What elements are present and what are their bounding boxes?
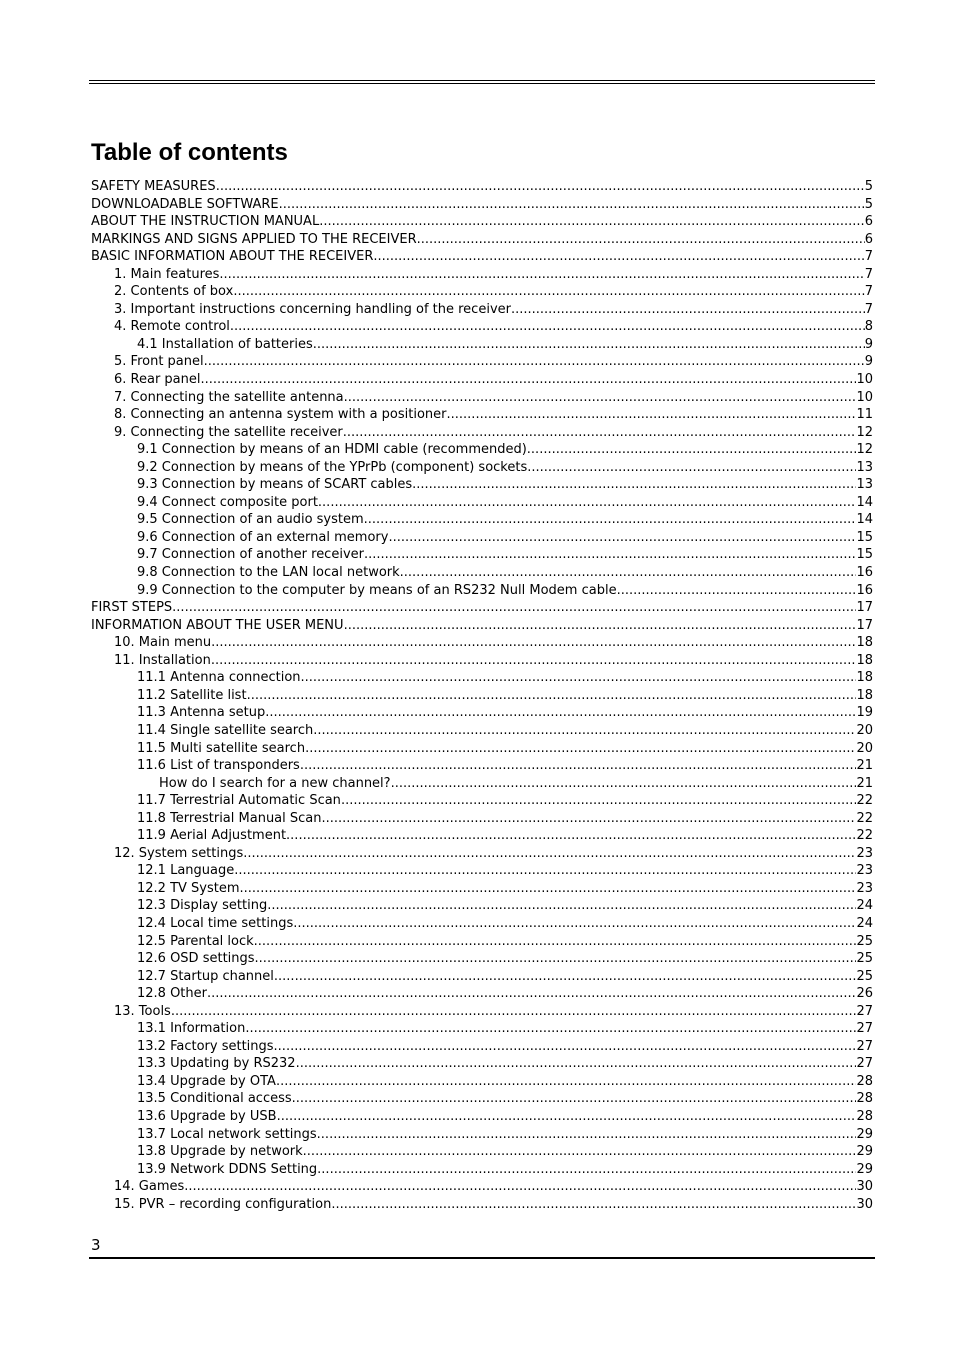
toc-dot-leader <box>417 231 865 249</box>
toc-dot-leader <box>277 1108 857 1126</box>
toc-dot-leader <box>201 371 857 389</box>
toc-dot-leader <box>400 564 857 582</box>
toc-entry-label: 9.5 Connection of an audio system <box>137 512 364 528</box>
toc-dot-leader <box>305 740 856 758</box>
toc-entry-page: 18 <box>856 635 873 651</box>
toc-entry-label: 11.8 Terrestrial Manual Scan <box>137 810 322 826</box>
toc-entry[interactable] <box>91 1196 873 1214</box>
toc-entry-page: 23 <box>856 845 873 861</box>
toc-entry-page: 28 <box>856 1108 873 1124</box>
toc-entry[interactable] <box>91 459 873 477</box>
toc-dot-leader <box>388 529 856 547</box>
toc-entry-label: 4. Remote control <box>114 319 230 335</box>
toc-entry[interactable] <box>91 722 873 740</box>
table-of-contents <box>91 178 873 1213</box>
toc-entry-page: 6 <box>864 214 873 230</box>
toc-entry-label: 9.6 Connection of an external memory <box>137 529 389 545</box>
toc-entry-page: 18 <box>856 652 873 668</box>
toc-entry-page: 30 <box>856 1196 873 1212</box>
toc-dot-leader <box>172 599 856 617</box>
toc-entry-label: 13. Tools <box>114 1003 171 1019</box>
toc-entry-label: 9.9 Connection to the computer by means of an RS232 Null Modem cable <box>137 582 617 598</box>
toc-entry-page: 29 <box>856 1144 873 1160</box>
toc-entry-page: 7 <box>864 301 873 317</box>
toc-entry-label: 11.3 Antenna setup <box>137 705 266 721</box>
toc-entry[interactable] <box>91 968 873 986</box>
toc-entry[interactable] <box>91 740 873 758</box>
toc-entry-page: 15 <box>856 529 873 545</box>
toc-entry-page: 12 <box>856 424 873 440</box>
toc-entry-page: 8 <box>864 319 873 335</box>
toc-entry-page: 22 <box>856 793 873 809</box>
toc-dot-leader <box>184 1178 856 1196</box>
toc-dot-leader <box>204 353 865 371</box>
toc-entry[interactable] <box>91 880 873 898</box>
toc-dot-leader <box>617 582 857 600</box>
toc-entry-page: 17 <box>856 600 873 616</box>
toc-entry[interactable] <box>91 283 873 301</box>
toc-entry-page: 27 <box>856 1021 873 1037</box>
toc-entry[interactable] <box>91 406 873 424</box>
toc-dot-leader <box>313 336 865 354</box>
toc-entry-label: 7. Connecting the satellite antenna <box>114 389 344 405</box>
toc-dot-leader <box>265 704 856 722</box>
toc-entry-label: 9.4 Connect composite port <box>137 494 318 510</box>
toc-entry-page: 20 <box>856 722 873 738</box>
header-rule <box>89 80 875 84</box>
toc-dot-leader <box>364 546 856 564</box>
toc-entry[interactable] <box>91 1090 873 1108</box>
toc-entry-label: 9.7 Connection of another receiver <box>137 547 364 563</box>
toc-dot-leader <box>276 1073 857 1091</box>
toc-entry[interactable] <box>91 476 873 494</box>
toc-dot-leader <box>171 1003 857 1021</box>
toc-dot-leader <box>234 862 856 880</box>
toc-entry-page: 14 <box>856 494 873 510</box>
toc-entry-page: 20 <box>856 740 873 756</box>
toc-entry[interactable] <box>91 652 873 670</box>
toc-entry[interactable] <box>91 318 873 336</box>
toc-entry-label: 13.9 Network DDNS Setting <box>137 1161 318 1177</box>
toc-dot-leader <box>317 1161 856 1179</box>
toc-entry[interactable] <box>91 845 873 863</box>
toc-entry[interactable] <box>91 529 873 547</box>
page-number: 3 <box>91 1236 101 1254</box>
page-title: Table of contents <box>91 139 288 166</box>
toc-entry-page: 15 <box>856 547 873 563</box>
toc-entry-label: 12. System settings <box>114 845 244 861</box>
toc-dot-leader <box>274 1038 857 1056</box>
toc-entry-page: 28 <box>856 1073 873 1089</box>
toc-dot-leader <box>303 1143 857 1161</box>
toc-dot-leader <box>230 318 865 336</box>
toc-entry-label: MARKINGS AND SIGNS APPLIED TO THE RECEIVER <box>91 231 417 247</box>
toc-entry[interactable] <box>91 1178 873 1196</box>
toc-entry-page: 13 <box>856 477 873 493</box>
toc-entry-page: 24 <box>856 915 873 931</box>
toc-dot-leader <box>233 283 864 301</box>
toc-entry-page: 16 <box>856 565 873 581</box>
toc-entry-label: 12.3 Display setting <box>137 898 268 914</box>
toc-entry-page: 18 <box>856 670 873 686</box>
toc-dot-leader <box>240 880 857 898</box>
toc-entry-label: 12.8 Other <box>137 986 207 1002</box>
toc-entry[interactable] <box>91 213 873 231</box>
toc-dot-leader <box>511 301 865 319</box>
toc-entry-label: 13.3 Updating by RS232 <box>137 1056 296 1072</box>
toc-dot-leader <box>243 845 856 863</box>
toc-dot-leader <box>211 634 856 652</box>
toc-entry[interactable] <box>91 757 873 775</box>
toc-entry-page: 10 <box>856 389 873 405</box>
toc-entry-page: 14 <box>856 512 873 528</box>
toc-entry[interactable] <box>91 511 873 529</box>
toc-entry[interactable] <box>91 950 873 968</box>
toc-entry-page: 22 <box>856 828 873 844</box>
toc-entry[interactable] <box>91 1108 873 1126</box>
toc-entry[interactable] <box>91 564 873 582</box>
toc-dot-leader <box>286 827 856 845</box>
toc-entry-label: DOWNLOADABLE SOFTWARE <box>91 196 279 212</box>
toc-entry-page: 9 <box>864 336 873 352</box>
toc-entry-page: 16 <box>856 582 873 598</box>
toc-entry-page: 27 <box>856 1038 873 1054</box>
toc-entry-label: 15. PVR – recording configuration <box>114 1196 332 1212</box>
toc-entry[interactable] <box>91 389 873 407</box>
toc-entry-page: 7 <box>864 284 873 300</box>
toc-entry[interactable] <box>91 669 873 687</box>
toc-entry-page: 5 <box>864 179 873 194</box>
toc-entry[interactable] <box>91 897 873 915</box>
toc-entry-label: 12.1 Language <box>137 863 235 879</box>
toc-entry-label: 11.6 List of transponders <box>137 758 300 774</box>
toc-entry-label: 11.2 Satellite list <box>137 687 247 703</box>
toc-entry-label: 13.1 Information <box>137 1021 246 1037</box>
toc-entry-page: 21 <box>856 775 873 791</box>
toc-entry-label: 13.7 Local network settings <box>137 1126 317 1142</box>
toc-dot-leader <box>301 669 857 687</box>
toc-entry[interactable] <box>91 1003 873 1021</box>
toc-entry[interactable] <box>91 248 873 266</box>
toc-dot-leader <box>274 968 857 986</box>
toc-entry[interactable] <box>91 985 873 1003</box>
toc-entry-page: 9 <box>864 354 873 370</box>
toc-entry-page: 6 <box>864 231 873 247</box>
toc-dot-leader <box>344 389 857 407</box>
toc-entry-label: 2. Contents of box <box>114 284 234 300</box>
toc-entry-label: 12.2 TV System <box>137 880 240 896</box>
toc-entry[interactable] <box>91 1073 873 1091</box>
toc-entry[interactable] <box>91 1126 873 1144</box>
toc-entry-page: 7 <box>864 249 873 265</box>
toc-entry-label: 12.5 Parental lock <box>137 933 254 949</box>
toc-entry-page: 28 <box>856 1091 873 1107</box>
toc-entry[interactable] <box>91 266 873 284</box>
toc-entry-page: 29 <box>856 1126 873 1142</box>
toc-dot-leader <box>343 424 857 442</box>
toc-entry-label: INFORMATION ABOUT THE USER MENU <box>91 617 344 633</box>
toc-entry[interactable] <box>91 301 873 319</box>
toc-dot-leader <box>313 722 856 740</box>
toc-entry[interactable] <box>91 1038 873 1056</box>
toc-dot-leader <box>296 1055 857 1073</box>
toc-entry-label: 3. Important instructions concerning handling of the receiver <box>114 301 511 317</box>
toc-dot-leader <box>279 196 865 214</box>
toc-dot-leader <box>341 792 857 810</box>
toc-entry-page: 25 <box>856 968 873 984</box>
toc-entry-page: 27 <box>856 1003 873 1019</box>
toc-entry-label: 6. Rear panel <box>114 372 201 388</box>
toc-entry-page: 26 <box>856 986 873 1002</box>
toc-dot-leader <box>412 476 856 494</box>
toc-entry-page: 19 <box>856 705 873 721</box>
toc-entry[interactable] <box>91 196 873 214</box>
toc-dot-leader <box>364 511 857 529</box>
toc-entry-label: 14. Games <box>114 1179 185 1195</box>
toc-entry-label: 5. Front panel <box>114 354 204 370</box>
toc-entry[interactable] <box>91 336 873 354</box>
toc-entry[interactable] <box>91 546 873 564</box>
toc-entry[interactable] <box>91 441 873 459</box>
toc-entry[interactable] <box>91 933 873 951</box>
toc-entry-label: 9.8 Connection to the LAN local network <box>137 565 400 581</box>
toc-entry-page: 12 <box>856 442 873 458</box>
toc-entry-label: 11.7 Terrestrial Automatic Scan <box>137 793 341 809</box>
toc-entry-page: 30 <box>856 1179 873 1195</box>
toc-entry[interactable] <box>91 634 873 652</box>
toc-entry-label: 12.6 OSD settings <box>137 951 255 967</box>
toc-dot-leader <box>318 494 857 512</box>
toc-entry[interactable] <box>91 617 873 635</box>
toc-entry-label: 4.1 Installation of batteries <box>137 336 313 352</box>
toc-entry-label: BASIC INFORMATION ABOUT THE RECEIVER <box>91 249 374 265</box>
toc-dot-leader <box>207 985 856 1003</box>
toc-entry-label: SAFETY MEASURES <box>91 179 216 194</box>
toc-dot-leader <box>247 687 857 705</box>
toc-entry[interactable] <box>91 1161 873 1179</box>
toc-dot-leader <box>317 1126 857 1144</box>
toc-dot-leader <box>245 1020 856 1038</box>
toc-entry-page: 22 <box>856 810 873 826</box>
toc-entry-label: 11.5 Multi satellite search <box>137 740 306 756</box>
toc-entry-page: 23 <box>856 880 873 896</box>
toc-dot-leader <box>216 178 865 196</box>
toc-entry[interactable] <box>91 178 873 196</box>
toc-entry-page: 7 <box>864 266 873 282</box>
toc-entry-page: 18 <box>856 687 873 703</box>
toc-dot-leader <box>447 406 857 424</box>
toc-entry-page: 10 <box>856 372 873 388</box>
toc-entry-label: 13.6 Upgrade by USB <box>137 1108 277 1124</box>
toc-entry[interactable] <box>91 792 873 810</box>
toc-entry-label: 11.1 Antenna connection <box>137 670 301 686</box>
toc-entry[interactable] <box>91 1143 873 1161</box>
toc-entry-page: 5 <box>864 196 873 212</box>
toc-dot-leader <box>300 757 857 775</box>
toc-entry-label: 13.8 Upgrade by network <box>137 1144 303 1160</box>
toc-entry[interactable] <box>91 775 873 793</box>
toc-entry-page: 17 <box>856 617 873 633</box>
toc-entry-label: How do I search for a new channel? <box>159 775 391 791</box>
toc-entry[interactable] <box>91 810 873 828</box>
toc-entry-page: 29 <box>856 1161 873 1177</box>
toc-entry-label: ABOUT THE INSTRUCTION MANUAL <box>91 214 320 230</box>
toc-entry[interactable] <box>91 424 873 442</box>
toc-entry[interactable] <box>91 582 873 600</box>
toc-entry-label: 9. Connecting the satellite receiver <box>114 424 343 440</box>
toc-entry[interactable] <box>91 494 873 512</box>
toc-entry[interactable] <box>91 1055 873 1073</box>
toc-dot-leader <box>255 950 857 968</box>
toc-dot-leader <box>373 248 864 266</box>
toc-dot-leader <box>267 897 856 915</box>
toc-dot-leader <box>211 652 857 670</box>
toc-entry-label: 13.2 Factory settings <box>137 1038 274 1054</box>
toc-entry-page: 21 <box>856 758 873 774</box>
toc-entry-page: 11 <box>856 407 873 423</box>
toc-entry-label: 9.2 Connection by means of the YPrPb (component) sockets <box>137 459 528 475</box>
toc-entry-label: 9.3 Connection by means of SCART cables <box>137 477 413 493</box>
toc-entry[interactable] <box>91 599 873 617</box>
toc-entry-label: 11. Installation <box>114 652 211 668</box>
toc-entry-label: 12.4 Local time settings <box>137 915 294 931</box>
toc-entry[interactable] <box>91 1020 873 1038</box>
toc-dot-leader <box>322 810 857 828</box>
toc-entry[interactable] <box>91 353 873 371</box>
toc-dot-leader <box>331 1196 856 1214</box>
toc-entry-label: 13.5 Conditional access <box>137 1091 292 1107</box>
toc-entry-label: 13.4 Upgrade by OTA <box>137 1073 276 1089</box>
toc-entry-label: FIRST STEPS <box>91 600 173 616</box>
toc-entry-label: 10. Main menu <box>114 635 212 651</box>
toc-dot-leader <box>344 617 857 635</box>
toc-entry-page: 23 <box>856 863 873 879</box>
toc-entry[interactable] <box>91 687 873 705</box>
toc-entry[interactable] <box>91 231 873 249</box>
toc-entry[interactable] <box>91 371 873 389</box>
toc-dot-leader <box>319 213 865 231</box>
toc-entry-page: 25 <box>856 951 873 967</box>
toc-entry-label: 11.9 Aerial Adjustment <box>137 828 287 844</box>
toc-entry-page: 13 <box>856 459 873 475</box>
toc-entry-page: 24 <box>856 898 873 914</box>
toc-entry-page: 27 <box>856 1056 873 1072</box>
toc-dot-leader <box>254 933 857 951</box>
toc-entry-label: 8. Connecting an antenna system with a positioner <box>114 407 447 423</box>
toc-entry[interactable] <box>91 704 873 722</box>
toc-dot-leader <box>219 266 864 284</box>
footer-rule <box>89 1257 875 1259</box>
toc-entry-page: 25 <box>856 933 873 949</box>
toc-dot-leader <box>527 441 857 459</box>
toc-dot-leader <box>527 459 856 477</box>
toc-entry-label: 9.1 Connection by means of an HDMI cable (recommended) <box>137 442 527 458</box>
toc-entry[interactable] <box>91 862 873 880</box>
toc-entry[interactable] <box>91 827 873 845</box>
toc-entry[interactable] <box>91 915 873 933</box>
toc-dot-leader <box>391 775 857 793</box>
toc-dot-leader <box>292 1090 857 1108</box>
toc-entry-label: 1. Main features <box>114 266 220 282</box>
toc-entry-label: 11.4 Single satellite search <box>137 722 314 738</box>
toc-dot-leader <box>293 915 856 933</box>
toc-entry-label: 12.7 Startup channel <box>137 968 274 984</box>
